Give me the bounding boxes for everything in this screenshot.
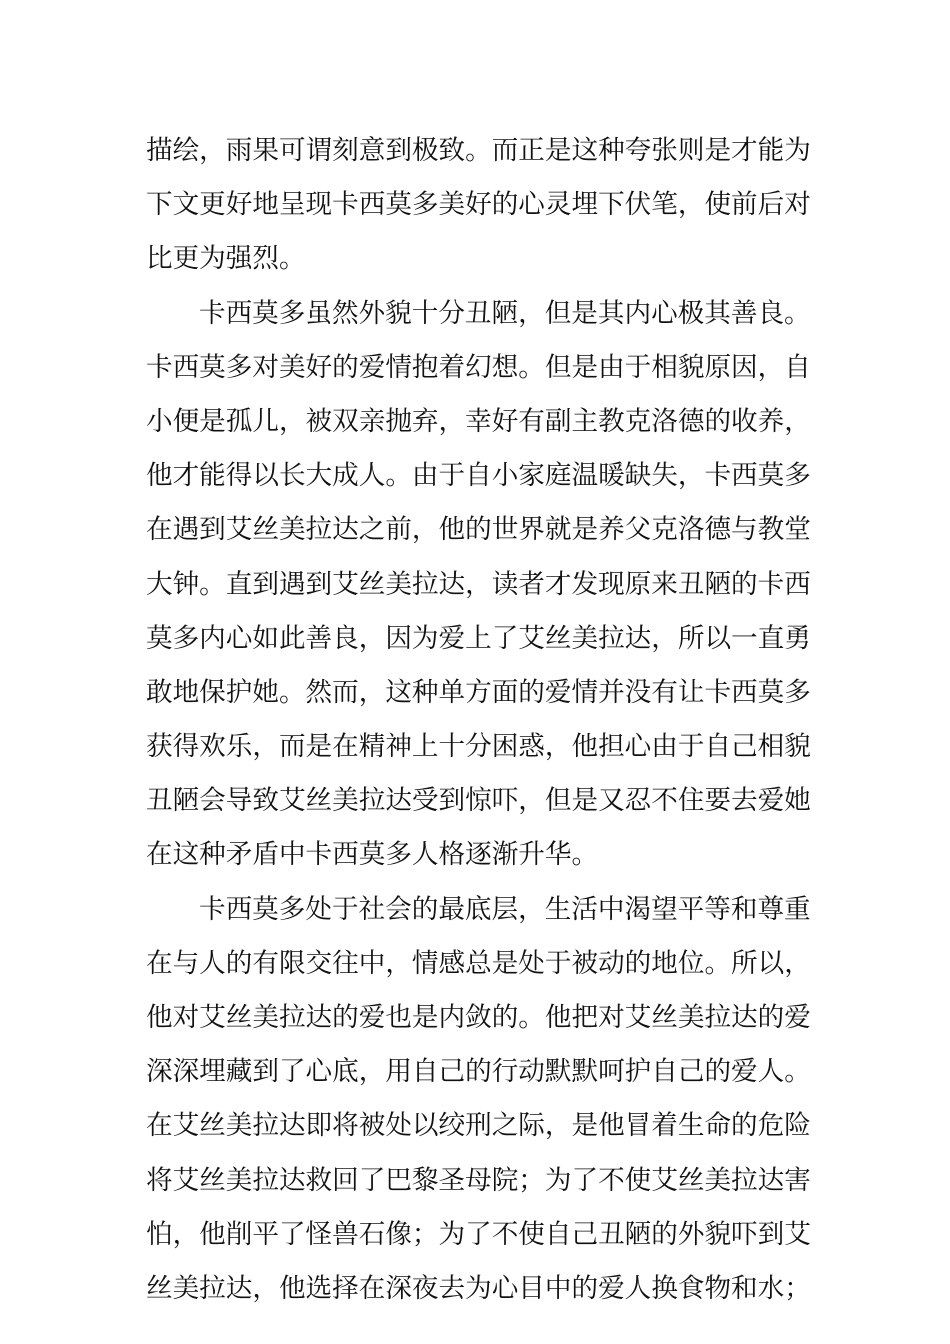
text-line: 下文更好地呈现卡西莫多美好的心灵埋下伏笔，使前后对: [146, 189, 811, 221]
text-line: 在这种矛盾中卡西莫多人格逐渐升华。: [146, 839, 599, 871]
text-line: 将艾丝美拉达救回了巴黎圣母院；为了不使艾丝美拉达害: [146, 1164, 811, 1196]
paragraph-first-line: 卡西莫多虽然外貌十分丑陋，但是其内心极其善良。: [199, 297, 811, 329]
text-line: 敢地保护她。然而，这种单方面的爱情并没有让卡西莫多: [146, 676, 811, 708]
text-line: 在遇到艾丝美拉达之前，他的世界就是养父克洛德与教堂: [146, 514, 811, 546]
text-line: 比更为强烈。: [146, 243, 306, 275]
text-line: 怕，他削平了怪兽石像；为了不使自己丑陋的外貌吓到艾: [146, 1218, 811, 1250]
text-line: 莫多内心如此善良，因为爱上了艾丝美拉达，所以一直勇: [146, 622, 811, 654]
text-line: 小便是孤儿，被双亲抛弃，幸好有副主教克洛德的收养，: [146, 405, 811, 437]
text-line: 他才能得以长大成人。由于自小家庭温暖缺失，卡西莫多: [146, 460, 811, 492]
text-line: 在艾丝美拉达即将被处以绞刑之际，是他冒着生命的危险: [146, 1110, 811, 1142]
text-line: 卡西莫多对美好的爱情抱着幻想。但是由于相貌原因，自: [146, 351, 811, 383]
text-line: 描绘，雨果可谓刻意到极致。而正是这种夸张则是才能为: [146, 135, 811, 166]
text-line: 丑陋会导致艾丝美拉达受到惊吓，但是又忍不住要去爱她: [146, 785, 811, 817]
text-line: 丝美拉达，他选择在深夜去为心目中的爱人换食物和水；: [146, 1272, 811, 1304]
paragraph-first-line: 卡西莫多处于社会的最底层，生活中渴望平等和尊重: [199, 893, 811, 925]
text-line: 获得欢乐，而是在精神上十分困惑，他担心由于自己相貌: [146, 731, 811, 763]
text-line: 大钟。直到遇到艾丝美拉达，读者才发现原来丑陋的卡西: [146, 568, 811, 600]
text-line: 在与人的有限交往中，情感总是处于被动的地位。所以，: [146, 947, 811, 979]
text-line: 深深埋藏到了心底，用自己的行动默默呵护自己的爱人。: [146, 1056, 811, 1088]
text-line: 他对艾丝美拉达的爱也是内敛的。他把对艾丝美拉达的爱: [146, 1002, 811, 1033]
body-text: [146, 124, 811, 1316]
